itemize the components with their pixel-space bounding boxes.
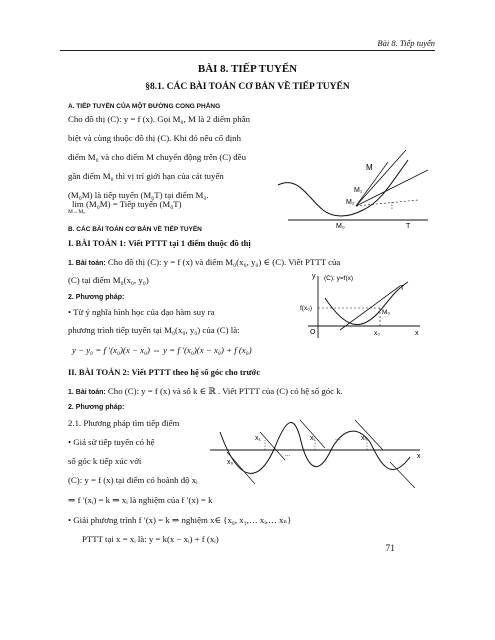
figure-a-label-m1: M₁ [354,187,363,194]
limit-lhs: lim [72,199,84,209]
section-a-line-3: điểm M₀ và cho điểm M chuyển động trên (C) đều [68,152,246,162]
secant-tangent-figure [268,140,438,230]
problem-2-title: II. BÀI TOÁN 2: Viết PTTT theo hệ số góc cho trước [68,367,261,377]
figure-b1-label-y: y [312,273,316,280]
problem-2-method-label: 2. Phương pháp: [68,404,125,411]
problem-2-line-1: • Giả sử tiếp tuyến có hệ [68,437,155,447]
problem-1-formula: y − y₀ = f ′(x₀)(x − x₀) ⇔ y = f ′(x₀)(x − x₀) + f (x₀) [72,345,252,355]
limit-rhs: (M₀M) = Tiếp tuyến (M₀T) [85,199,182,209]
problem-2-line-5: • Giải phương trình f ′(x) = k ⇒ nghiệm x∈ {x₀, x₁,… xᵢ,… xₙ} [68,515,292,525]
section-a-line-1: Cho đồ thị (C): y = f (x). Gọi M₀, M là 2 điểm phân [68,114,250,124]
page-number: 71 [385,544,395,554]
problem-1-statement-label: 1. Bài toán: [68,260,106,267]
figure-b1-label-x: x [415,330,419,337]
section-title: §8.1. CÁC BÀI TOÁN CƠ BẢN VỀ TIẾP TUYẾN [145,82,350,92]
problem-2-statement [68,386,343,397]
section-a-line-4: gần điểm M₀ thì vị trí giới hạn của cát tuyến [68,171,224,181]
figure-b2-dots-small: ... [285,452,291,458]
figure-b2-label-x: x [417,453,421,460]
section-a-line-2: biệt và cùng thuộc đồ thị (C). Khi đó nếu cố định [68,133,241,143]
limit-subscript: M→M₀ [68,209,86,215]
problem-1-statement [68,257,340,268]
problem-2-statement-text: Cho (C): y = f (x) và số k ∈ ℝ . Viết PTTT của (C) có hệ số góc k. [105,386,343,396]
figure-a-label-t: T [406,223,411,230]
problem-2-line-4: ⇒ f ′(xᵢ) = k ⇒ xᵢ là nghiệm của f ′(x) = k [68,495,213,505]
problem-2-line-2: số góc k tiếp xúc với [68,456,142,466]
problem-2-statement-label: 1. Bài toán: [68,389,106,396]
figure-a-dots: ⋮ [388,201,396,210]
figure-b1-label-x0: x₀ [374,330,380,337]
figure-b2-label-xi: xᵢ [310,435,315,442]
problem-1-statement-b: (C) tại điểm M₀(x₀, y₀) [68,275,149,285]
section-b-heading: B. CÁC BÀI TOÁN CƠ BẢN VỀ TIẾP TUYẾN [68,226,202,233]
figure-b1-label-curve: (C): y=f(x) [324,275,354,282]
section-a-line-5: (M₀M) là tiếp tuyến (M₀T) tại điểm M₀. [68,190,209,200]
section-a-heading: A. TIẾP TUYẾN CỦA MỘT ĐƯỜNG CONG PHẲNG [68,103,221,110]
header-rule [60,50,435,51]
figure-a-label-m2: M₂ [346,199,355,206]
problem-1-method-b: phương trình tiếp tuyến tại M₀(x₀, y₀) của (C) là: [68,325,240,335]
figure-b2-label-dots: ... [335,435,341,442]
tangent-slope-figure [205,412,430,490]
problem-1-title: I. BÀI TOÁN 1: Viết PTTT tại 1 điểm thuộc đồ thị [68,238,251,248]
problem-2-sub-title: 2.1. Phương pháp tìm tiếp điểm [68,418,180,428]
figure-b2-label-x1: x₁ [255,435,261,442]
figure-b1-label-fx0: f(x₀) [300,305,313,312]
figure-a-label-m0: M₀ [336,223,345,230]
chapter-title: BÀI 8. TIẾP TUYẾN [197,63,298,75]
problem-1-method-label: 2. Phương pháp: [68,294,125,301]
problem-1-statement-text: Cho đồ thị (C): y = f (x) và điểm M₀(x₀, y₀) ∈ (C). Viết PTTT của [105,257,341,267]
figure-b1-label-m0: M₀ [382,309,391,316]
figure-b2-label-xn: xₙ [361,435,368,442]
figure-a-label-m: M [366,163,373,172]
figure-b1-label-o: O [310,329,316,336]
limit-formula [72,199,182,209]
running-header: Bài 8. Tiếp tuyến [377,38,435,48]
problem-1-method-a: • Từ ý nghĩa hình học của đạo hàm suy ra [68,307,215,317]
problem-2-line-6: PTTT tại x = xᵢ là: y = k(x − xᵢ) + f (xᵢ) [82,534,219,544]
figure-b2-label-x0: x₀ [227,459,234,466]
tangent-at-point-figure [300,268,430,343]
problem-2-line-3: (C): y = f (x) tại điểm có hoành độ xᵢ [68,475,198,485]
figure-b1-label-t: T [400,285,405,292]
